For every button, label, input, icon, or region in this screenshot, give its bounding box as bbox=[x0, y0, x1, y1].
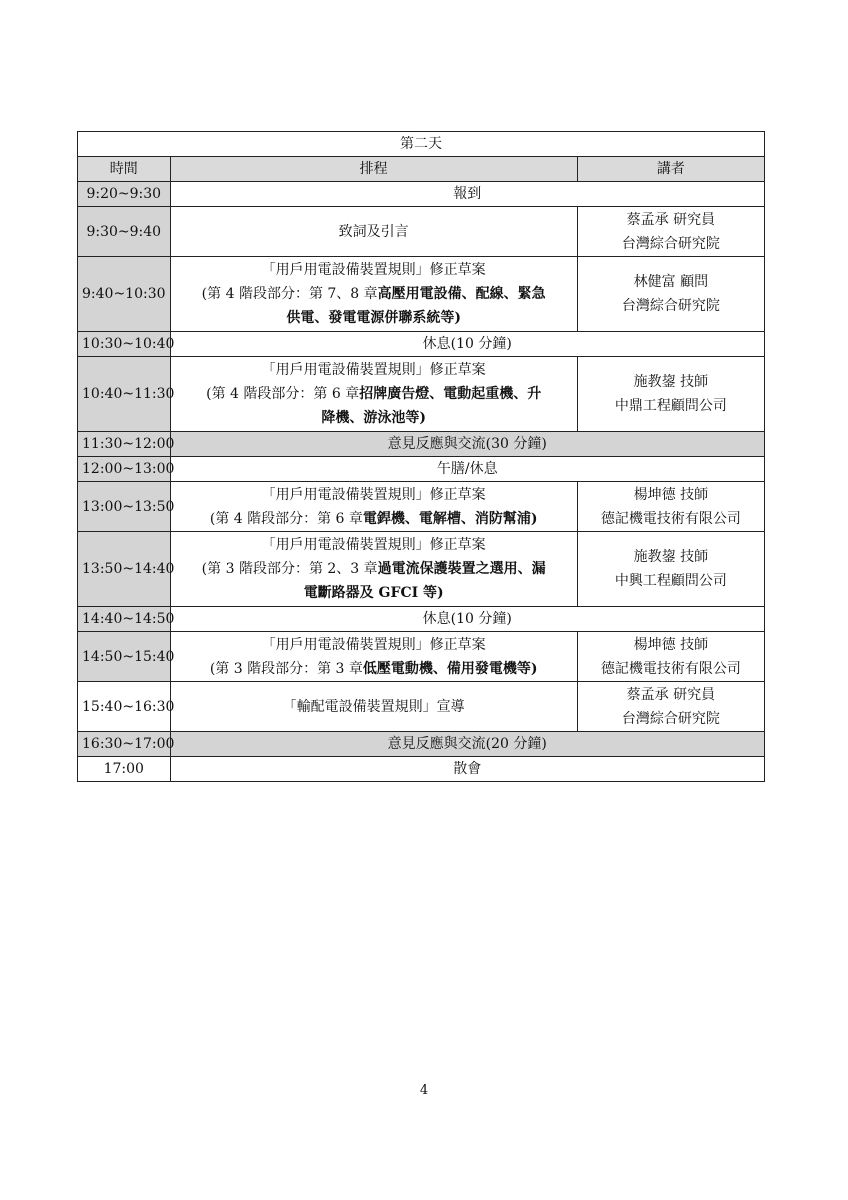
program-scope-bold: 低壓電動機、備用發電機等) bbox=[362, 660, 538, 677]
program-scope-bold: 電斷路器及 GFCI 等) bbox=[303, 585, 444, 601]
time-cell: 17:00 bbox=[78, 757, 171, 782]
program-cell: 「輸配電設備裝置規則」宣導 bbox=[170, 682, 577, 732]
speaker-org: 德記機電技術有限公司 bbox=[600, 660, 741, 677]
table-row bbox=[78, 457, 765, 482]
program-cell: 休息(10 分鐘) bbox=[170, 332, 764, 357]
time-cell: 14:50~15:40 bbox=[78, 632, 171, 682]
speaker-cell bbox=[577, 357, 764, 432]
program-cell: 休息(10 分鐘) bbox=[170, 607, 764, 632]
program-scope-bold: 高壓用電設備、配線、緊急 bbox=[377, 286, 546, 302]
table-row bbox=[78, 632, 765, 682]
program-cell: 散會 bbox=[170, 757, 764, 782]
speaker-org: 台灣綜合研究院 bbox=[621, 710, 720, 727]
speaker-cell bbox=[577, 482, 764, 532]
speaker-cell bbox=[577, 207, 764, 257]
program-title: 「用戶用電設備裝置規則」修正草案 bbox=[261, 262, 486, 278]
program-scope-prefix: (第 4 階段部分：第 7、8 章 bbox=[201, 286, 378, 302]
program-cell: 報到 bbox=[170, 182, 764, 207]
program-scope-prefix: (第 3 階段部分：第 3 章 bbox=[209, 660, 363, 677]
time-cell: 14:40~14:50 bbox=[78, 607, 171, 632]
header-time: 時間 bbox=[78, 157, 171, 182]
speaker-org: 中興工程顧問公司 bbox=[614, 573, 727, 589]
program-cell bbox=[170, 357, 577, 432]
program-cell: 午膳/休息 bbox=[170, 457, 764, 482]
program-title: 「用戶用電設備裝置規則」修正草案 bbox=[261, 362, 486, 378]
page-number: 4 bbox=[419, 1083, 429, 1098]
time-cell: 15:40~16:30 bbox=[78, 682, 171, 732]
speaker-cell bbox=[577, 632, 764, 682]
speaker-name: 楊坤德 技師 bbox=[633, 636, 709, 653]
time-cell: 12:00~13:00 bbox=[78, 457, 171, 482]
header-row bbox=[78, 157, 765, 182]
program-scope-bold: 供電、發電電源併聯系統等) bbox=[286, 310, 461, 326]
header-program: 排程 bbox=[170, 157, 577, 182]
time-cell: 9:20~9:30 bbox=[78, 182, 171, 207]
table-row bbox=[78, 432, 765, 457]
table-row bbox=[78, 482, 765, 532]
program-scope-bold: 過電流保護裝置之選用、漏 bbox=[377, 561, 546, 577]
program-cell bbox=[170, 482, 577, 532]
program-cell bbox=[170, 257, 577, 332]
speaker-name: 林健富 顧問 bbox=[633, 274, 709, 290]
program-scope-prefix: (第 4 階段部分：第 6 章 bbox=[209, 510, 363, 527]
speaker-name: 楊坤德 技師 bbox=[633, 486, 709, 503]
program-scope-bold: 降機、游泳池等) bbox=[321, 410, 426, 426]
program-title: 「用戶用電設備裝置規則」修正草案 bbox=[261, 537, 486, 553]
program-cell: 意見反應與交流(30 分鐘) bbox=[170, 432, 764, 457]
header-speaker: 講者 bbox=[577, 157, 764, 182]
table-row bbox=[78, 682, 765, 732]
time-cell: 11:30~12:00 bbox=[78, 432, 171, 457]
program-cell: 意見反應與交流(20 分鐘) bbox=[170, 732, 764, 757]
speaker-org: 德記機電技術有限公司 bbox=[600, 510, 741, 527]
time-cell: 16:30~17:00 bbox=[78, 732, 171, 757]
agenda-table bbox=[77, 131, 765, 782]
table-row bbox=[78, 732, 765, 757]
speaker-name: 施教鋆 技師 bbox=[633, 549, 709, 565]
speaker-name: 施教鋆 技師 bbox=[633, 374, 709, 390]
program-cell: 致詞及引言 bbox=[170, 207, 577, 257]
program-cell bbox=[170, 532, 577, 607]
speaker-name: 蔡孟承 研究員 bbox=[626, 211, 716, 228]
speaker-org: 中鼎工程顧問公司 bbox=[614, 398, 727, 414]
table-row bbox=[78, 182, 765, 207]
table-row bbox=[78, 332, 765, 357]
program-scope-bold: 招牌廣告燈、電動起重機、升 bbox=[359, 386, 542, 402]
table-row bbox=[78, 357, 765, 432]
table-row bbox=[78, 607, 765, 632]
program-scope-prefix: (第 3 階段部分：第 2、3 章 bbox=[201, 561, 378, 577]
program-title: 「用戶用電設備裝置規則」修正草案 bbox=[261, 636, 486, 653]
speaker-org: 台灣綜合研究院 bbox=[621, 235, 720, 252]
speaker-cell bbox=[577, 532, 764, 607]
time-cell: 13:00~13:50 bbox=[78, 482, 171, 532]
time-cell: 10:30~10:40 bbox=[78, 332, 171, 357]
time-cell: 9:30~9:40 bbox=[78, 207, 171, 257]
speaker-cell bbox=[577, 257, 764, 332]
program-scope-prefix: (第 4 階段部分：第 6 章 bbox=[206, 386, 360, 402]
table-row bbox=[78, 757, 765, 782]
speaker-org: 台灣綜合研究院 bbox=[621, 298, 720, 314]
speaker-cell bbox=[577, 682, 764, 732]
program-cell bbox=[170, 632, 577, 682]
time-cell: 10:40~11:30 bbox=[78, 357, 171, 432]
speaker-name: 蔡孟承 研究員 bbox=[626, 686, 716, 703]
day-title: 第二天 bbox=[78, 132, 765, 157]
time-cell: 9:40~10:30 bbox=[78, 257, 171, 332]
table-row bbox=[78, 207, 765, 257]
program-scope-bold: 電銲機、電解槽、消防幫浦) bbox=[362, 510, 538, 527]
program-title: 「用戶用電設備裝置規則」修正草案 bbox=[261, 486, 486, 503]
time-cell: 13:50~14:40 bbox=[78, 532, 171, 607]
table-row bbox=[78, 257, 765, 332]
table-row bbox=[78, 532, 765, 607]
